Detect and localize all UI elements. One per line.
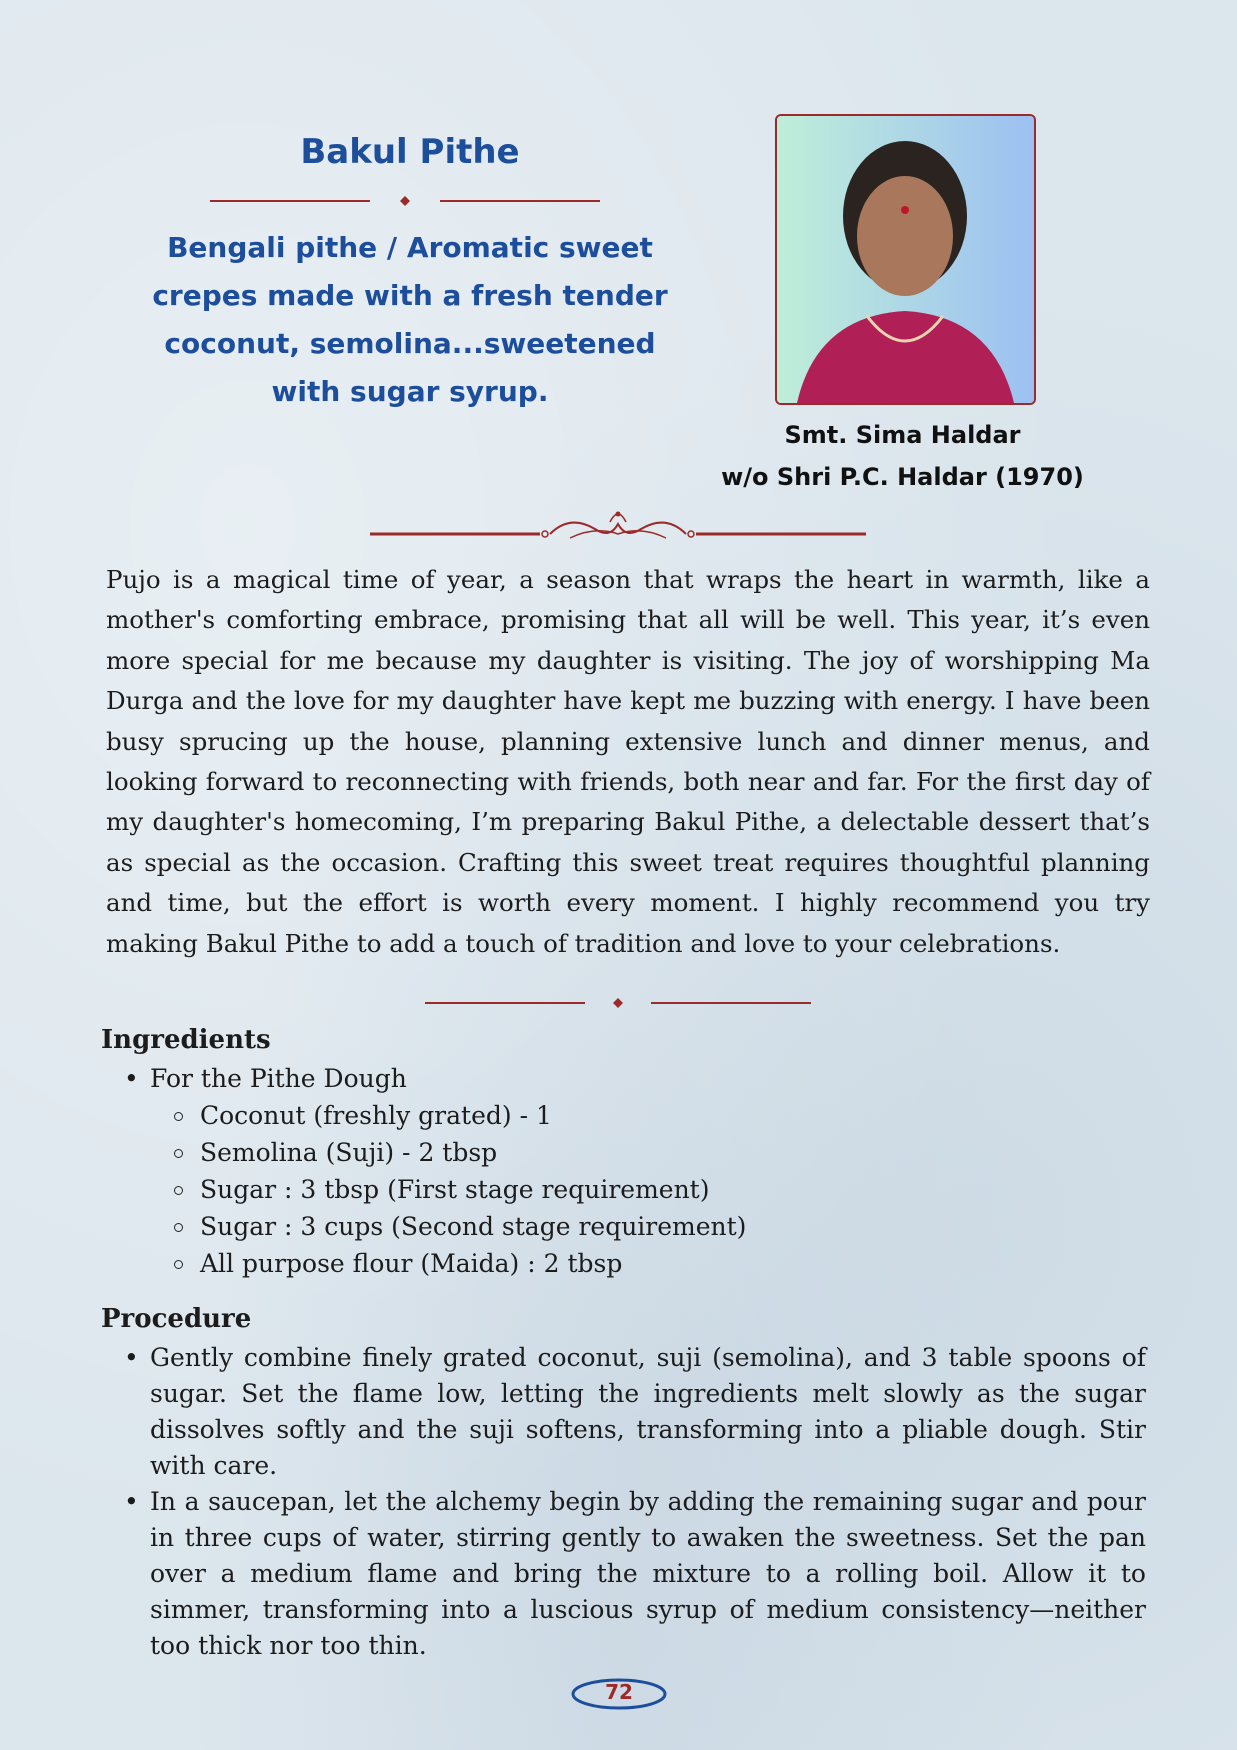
page-number-badge (570, 1676, 668, 1712)
recipe-subtitle: Bengali pithe / Aromatic sweet crepes made with a fresh tender coconut, semolina...sweetened with sugar syrup. (152, 231, 668, 408)
ingredient-item: Coconut (freshly grated) - 1 (200, 1097, 1020, 1134)
ingredient-group (120, 1060, 1020, 1282)
bullet-icon: • (124, 1487, 139, 1516)
ingredient-item: All purpose flour (Maida) : 2 tbsp (200, 1245, 1020, 1282)
ingredient-sublist (150, 1097, 1020, 1282)
ingredients-list (120, 1060, 1020, 1282)
author-caption (700, 414, 1105, 498)
circle-bullet-icon (174, 1260, 183, 1269)
circle-bullet-icon (174, 1112, 183, 1121)
intro-divider (425, 996, 811, 1010)
circle-bullet-icon (174, 1186, 183, 1195)
circle-bullet-icon (174, 1223, 183, 1232)
procedure-step: • In a saucepan, let the alchemy begin by adding the remaining sugar and pour in three cups of water, stirring gently to awaken the sweetness. Set the pan over a medium flame and bring the mixture to a rolling boil. Allow it to simmer, transforming into a luscious syrup of medium consistency—neither too thick nor too thin. (120, 1484, 1146, 1664)
ingredients-heading: Ingredients (101, 1025, 271, 1055)
ingredient-item: Semolina (Suji) - 2 tbsp (200, 1134, 1020, 1171)
ingredient-item: Sugar : 3 tbsp (First stage requirement) (200, 1171, 1020, 1208)
ingredient-group-label: For the Pithe Dough (150, 1064, 407, 1093)
author-name: Smt. Sima Haldar (784, 421, 1021, 449)
bullet-icon: • (124, 1064, 139, 1093)
procedure-list (120, 1340, 1146, 1664)
procedure-step: • Gently combine finely grated coconut, suji (semolina), and 3 table spoons of sugar. Set the flame low, letting the ingredients melt slowly as the sugar dissolves softly and the suji softens, transforming into a pliable dough. Stir with care. (120, 1340, 1146, 1484)
recipe-title: Bakul Pithe (300, 132, 520, 172)
author-photo (775, 114, 1036, 405)
circle-bullet-icon (174, 1149, 183, 1158)
intro-paragraph: Pujo is a magical time of year, a season that wraps the heart in warmth, like a mother's comforting embrace, promising that all will be well. This year, it’s even more special for me because my daughter is visiting. The joy of worshipping Ma Durga and the love for my daughter have kept me buzzing with energy. I have been busy sprucing up the house, planning extensive lunch and dinner menus, and looking forward to reconnecting with friends, both near and far. For the first day of my daughter's homecoming, I’m preparing Bakul Pithe, a delectable dessert that’s as special as the occasion. Crafting this sweet treat requires thoughtful planning and time, but the effort is worth every moment. I highly recommend you try making Bakul Pithe to add a touch of tradition and love to your celebrations. (106, 565, 1150, 958)
procedure-heading: Procedure (101, 1304, 252, 1334)
title-divider (210, 194, 600, 208)
page-number: 72 (605, 1680, 633, 1704)
bullet-icon: • (124, 1343, 139, 1372)
author-relation: w/o Shri P.C. Haldar (1970) (721, 463, 1084, 491)
ornamental-divider (370, 504, 866, 544)
ingredient-item: Sugar : 3 cups (Second stage requirement) (200, 1208, 1020, 1245)
